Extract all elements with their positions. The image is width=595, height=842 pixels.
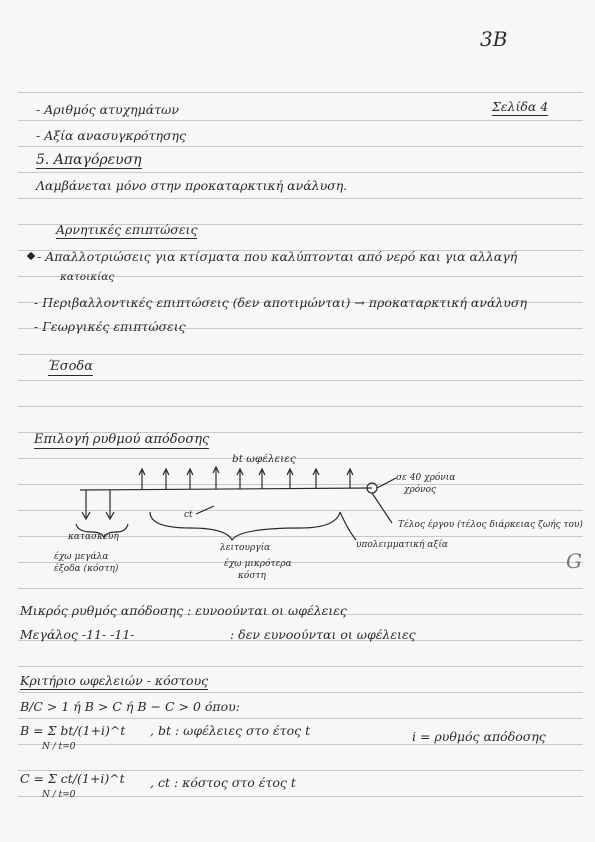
end-leader — [372, 493, 392, 523]
formula-b: B = Σ bt/(1+i)^t — [20, 723, 126, 738]
diagram-label: λειτουργία — [220, 543, 271, 553]
rate-line: Μεγάλος -11- -11- — [20, 627, 135, 642]
note-line: Λαμβάνεται μόνο στην προκαταρκτική ανάλυση. — [36, 178, 348, 193]
bullet-line: - Περιβαλλοντικές επιπτώσεις (δεν αποτιμώνται) → προκαταρκτική ανάλυση — [34, 295, 527, 310]
page-code: 3B — [480, 27, 508, 51]
formula-desc: , bt : ωφέλειες στο έτος t — [150, 723, 311, 738]
section-heading: Αρνητικές επιπτώσεις — [56, 222, 198, 237]
diagram-label: έχω μικρότερα — [224, 559, 292, 569]
diagram-label: ct — [184, 510, 193, 520]
note-line: - Αξία ανασυγκρότησης — [36, 128, 187, 143]
end-leader — [377, 478, 396, 488]
rate-line: Μικρός ρυθμός απόδοσης : ευνοούνται οι ωφέλειες — [20, 603, 347, 618]
formula-limits: N / t=0 — [42, 790, 76, 800]
time-axis — [80, 488, 372, 490]
formula-limits: N / t=0 — [42, 742, 76, 752]
brace-operation — [150, 512, 340, 540]
diagram-label: έξοδα (κόστη) — [54, 564, 119, 574]
bullet-continuation: κατοικίας — [60, 271, 115, 283]
note-line: - Αριθμός ατυχημάτων — [36, 102, 179, 117]
diagram-label: Τέλος έργου (τέλος διάρκειας ζωής του) — [398, 520, 583, 530]
margin-mark: G — [566, 549, 582, 573]
diagram-label: σε 40 χρόνια — [396, 473, 456, 483]
section-heading: Έσοδα — [48, 359, 94, 374]
formula-c: C = Σ ct/(1+i)^t — [20, 771, 125, 786]
diagram-label: κόστη — [238, 571, 266, 581]
bullet-text: - Απαλλοτριώσεις για κτίσματα που καλύπτονται από νερό και για αλλαγή — [37, 249, 518, 264]
note-heading: 5. Απαγόρευση — [36, 152, 142, 168]
formula-desc: , ct : κόστος στο έτος t — [150, 775, 296, 790]
diagram-label: κατασκευή — [68, 532, 119, 542]
diagram-label: υπολειμματική αξία — [356, 540, 448, 550]
ct-leader — [196, 506, 214, 514]
formula-desc: i = ρυθμός απόδοσης — [412, 729, 546, 744]
diagram-label: χρόνος — [404, 485, 437, 495]
diagram-title: Επιλογή ρυθμού απόδοσης — [34, 432, 210, 447]
criterion-condition: B/C > 1 ή B > C ή B − C > 0 όπου: — [20, 699, 240, 714]
salvage-leader — [340, 512, 356, 540]
diagram-label: έχω μεγάλα — [54, 552, 109, 562]
diagram-label: bt ωφέλειες — [232, 453, 296, 465]
bullet-line: - Γεωργικές επιπτώσεις — [34, 319, 186, 334]
rate-line: : δεν ευνοούνται οι ωφέλειες — [230, 627, 416, 642]
criterion-heading: Κριτήριο ωφελειών - κόστους — [20, 673, 209, 688]
section-label: Σελίδα 4 — [492, 99, 549, 114]
